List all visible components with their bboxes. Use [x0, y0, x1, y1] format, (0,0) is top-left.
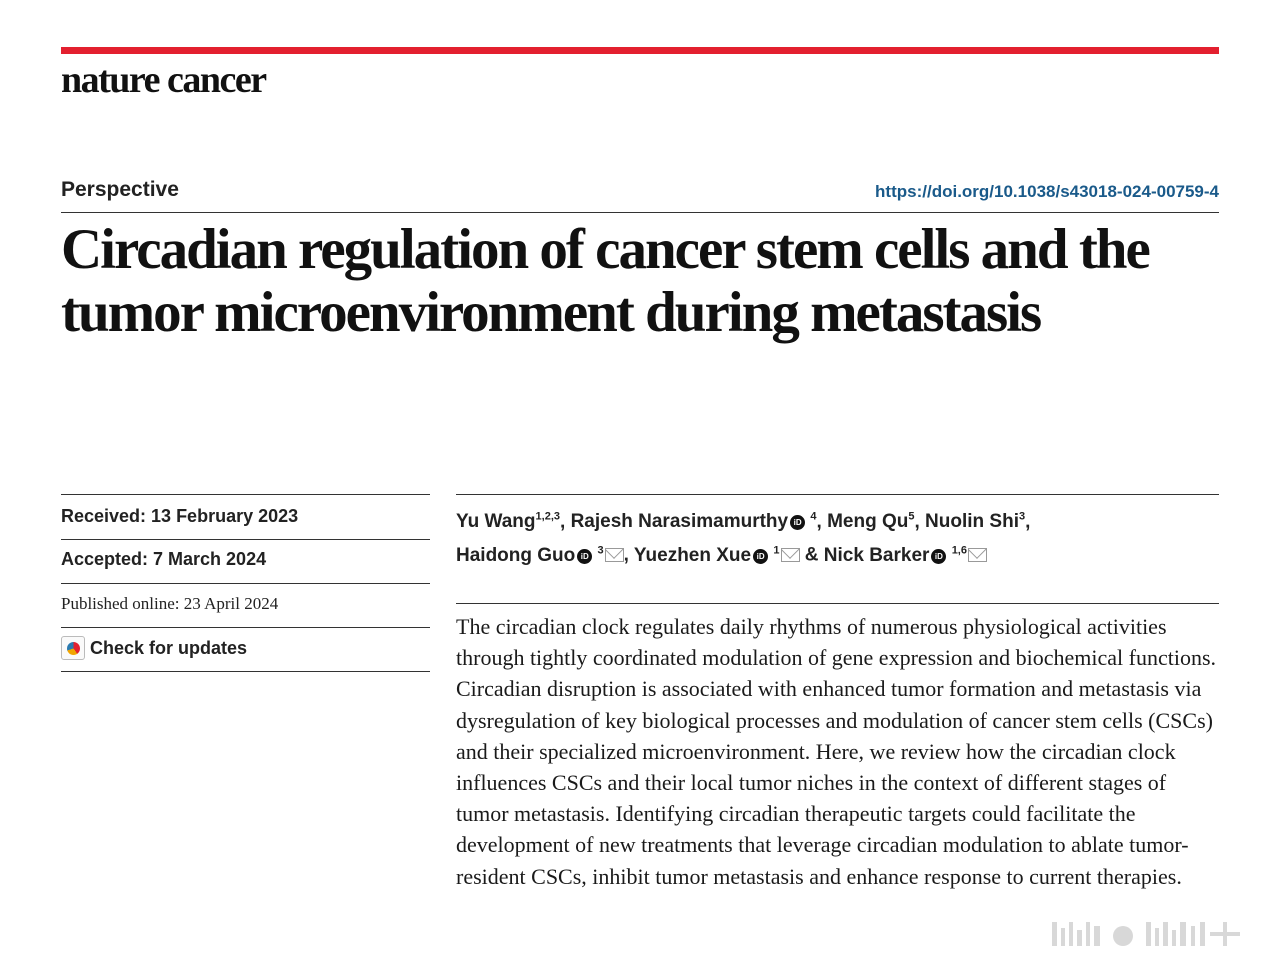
abstract-divider	[456, 603, 1219, 604]
mail-icon[interactable]	[781, 548, 800, 562]
author[interactable]: Haidong Guo iD $^3$	[456, 545, 624, 566]
mail-icon[interactable]	[605, 548, 624, 562]
orcid-icon[interactable]: iD	[577, 549, 592, 564]
orcid-icon[interactable]: iD	[753, 549, 768, 564]
updates-icon	[61, 636, 85, 660]
article-title: Circadian regulation of cancer stem cells and the tumor microenvironment during metastasis	[61, 218, 1149, 344]
author[interactable]: Nuolin Shi$^3$	[925, 511, 1026, 533]
watermark-icon	[1048, 918, 1256, 950]
mail-icon[interactable]	[968, 548, 987, 562]
authors-divider	[456, 494, 1219, 495]
received-date: Received: 13 February 2023	[61, 506, 299, 526]
published-date: Published online: 23 April 2024	[61, 594, 279, 613]
meta-divider	[61, 583, 430, 584]
title-divider	[61, 212, 1219, 213]
meta-divider	[61, 627, 430, 628]
author[interactable]: Rajesh Narasimamurthy iD $^4$	[570, 511, 817, 533]
check-for-updates-button[interactable]	[61, 636, 247, 660]
author[interactable]: Meng Qu$^5$	[827, 511, 915, 533]
article-type: Perspective	[61, 178, 179, 201]
check-for-updates-label: Check for updates	[90, 637, 248, 658]
orcid-icon[interactable]: iD	[790, 515, 805, 530]
meta-divider	[61, 671, 430, 672]
author[interactable]: Yu Wang$^{1,2,3}$	[456, 511, 560, 533]
author[interactable]: Yuezhen Xue iD $^1$	[634, 545, 800, 566]
accepted-date: Accepted: 7 March 2024	[61, 549, 267, 569]
doi-link[interactable]: https://doi.org/10.1038/s43018-024-00759-4	[875, 182, 1219, 201]
journal-accent-bar	[61, 47, 1219, 54]
meta-divider	[61, 494, 430, 495]
author[interactable]: Nick Barker iD $^{1,6}$	[824, 545, 987, 566]
author-list: Yu Wang$^{1,2,3}$, Rajesh Narasimamurthy iD $^4$, Meng Qu$^5$, Nuolin Shi$^3$, Haidong Guo iD $^3$ , Yuezhen Xue iD $^1$ & Nick Barker iD $^{1,6}$	[456, 511, 1031, 566]
abstract: The circadian clock regulates daily rhythms of numerous physiological activities through tightly coordinated modulation of gene expression and biochemical functions. Circadian disruption is associated with enhanced tumor formation and metastasis via dysregulation of key biological processes and modulation of cancer stem cells (CSCs) and their specialized microenvironment. Here, we review how the circadian clock influences CSCs and their local tumor niches in the context of different stages of tumor metastasis. Identifying circadian therapeutic targets could facilitate the development of new treatments that leverage circadian modulation to ablate tumor-resident CSCs, inhibit tumor metastasis and enhance response to current therapies.	[456, 614, 1217, 889]
journal-logo: nature cancer	[61, 59, 266, 101]
orcid-icon[interactable]: iD	[931, 549, 946, 564]
meta-divider	[61, 539, 430, 540]
